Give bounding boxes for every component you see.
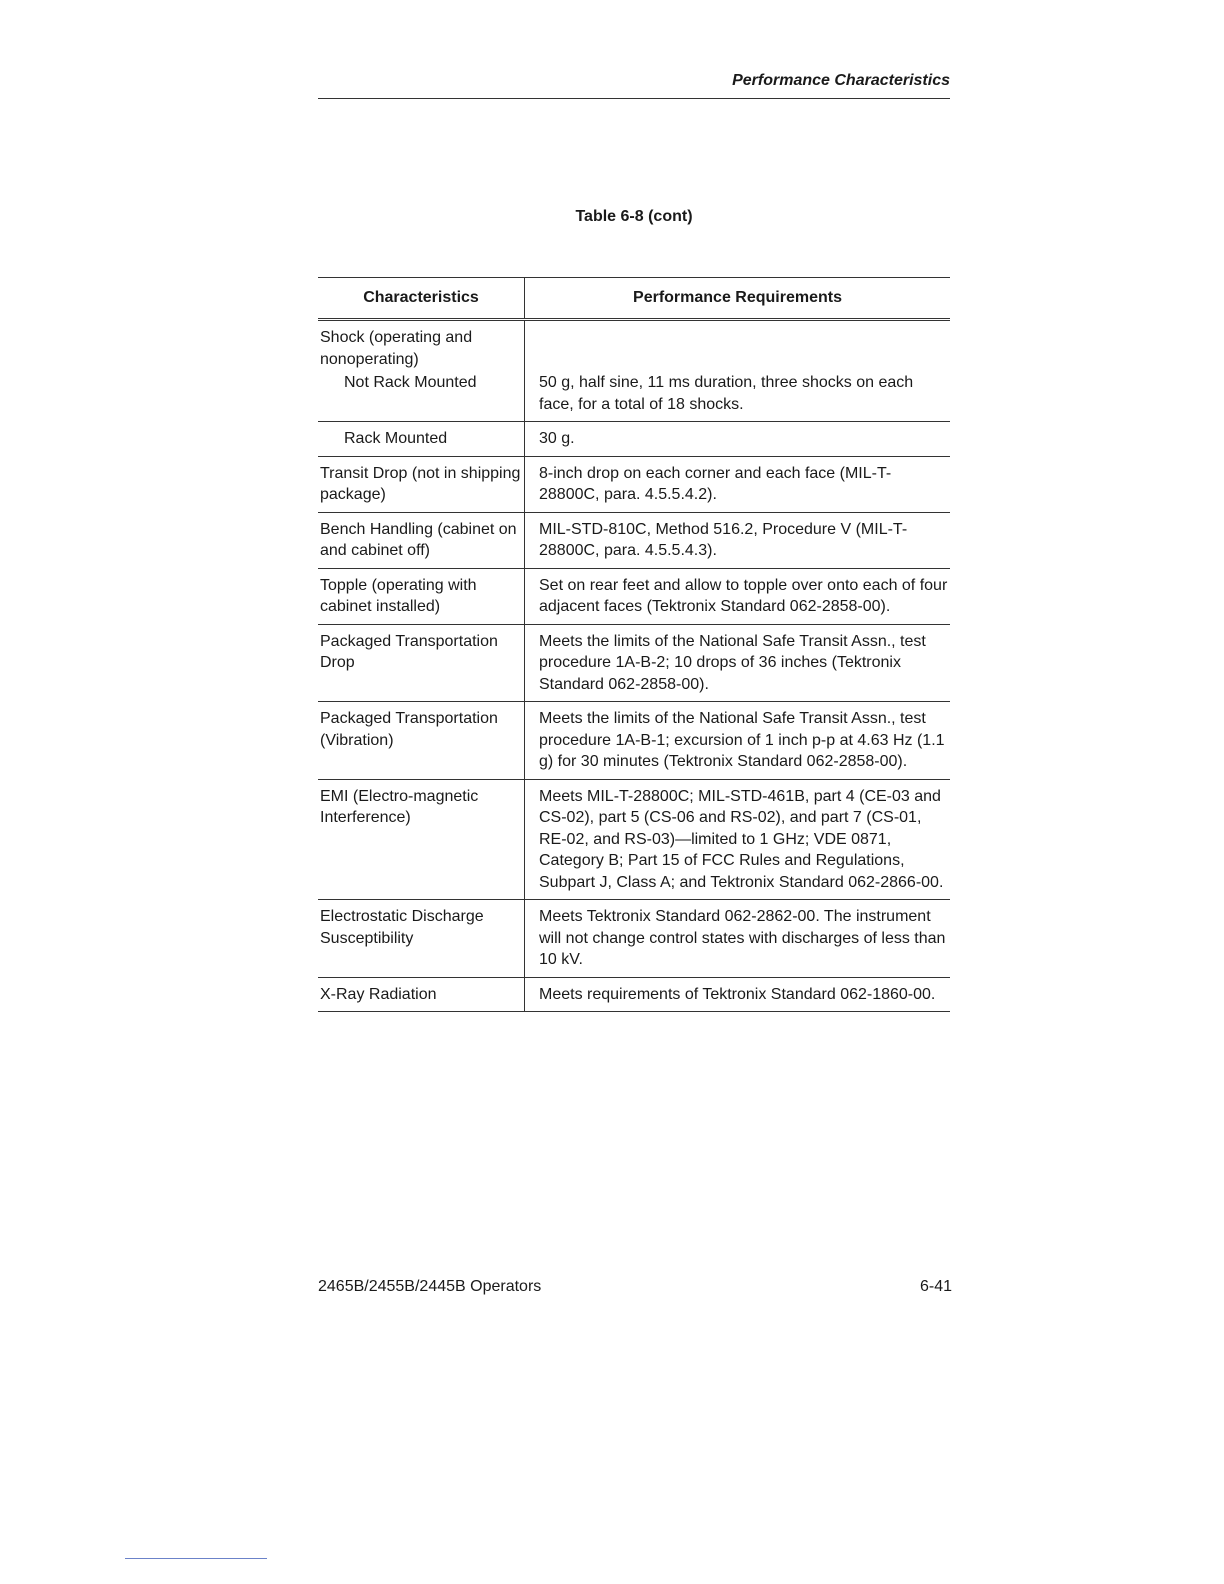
table-row xyxy=(318,977,950,1012)
requirement-cell: Meets MIL-T-28800C; MIL-STD-461B, part 4 (CE-03 and CS-02), part 5 (CS-06 and RS-02), and part 7 (CS-01, RE-02, and RS-03)—limited to 1 GHz; VDE 0871, Category B; Part 15 of FCC Rules and Regulations, Subpart J, Class A; and Tektronix Standard 062-2866-00. xyxy=(525,779,951,900)
table-row xyxy=(318,568,950,624)
table-row xyxy=(318,456,950,512)
table-title: Table 6-8 (cont) xyxy=(575,208,693,225)
performance-table xyxy=(318,277,950,1012)
characteristic-cell: Not Rack Mounted xyxy=(344,374,477,391)
column-header-characteristics: Characteristics xyxy=(318,278,525,320)
requirement-cell: Meets Tektronix Standard 062-2862-00. The instrument will not change control states with discharges of less than 10 kV. xyxy=(525,900,951,978)
table-row xyxy=(318,370,950,422)
running-head: Performance Characteristics xyxy=(732,72,950,89)
characteristic-cell: Transit Drop (not in shipping package) xyxy=(318,456,525,512)
footer-manual-title: 2465B/2455B/2445B Operators xyxy=(318,1278,542,1295)
characteristic-cell: EMI (Electro-magnetic Interference) xyxy=(318,779,525,900)
requirement-cell: Set on rear feet and allow to topple over onto each of four adjacent faces (Tektronix Standard 062-2858-00). xyxy=(525,568,951,624)
characteristic-cell: X-Ray Radiation xyxy=(318,977,525,1012)
characteristic-cell: Packaged Transportation (Vibration) xyxy=(318,702,525,780)
column-header-requirements: Performance Requirements xyxy=(525,278,951,320)
requirement-cell: 8-inch drop on each corner and each face (MIL-T-28800C, para. 4.5.5.4.2). xyxy=(525,456,951,512)
requirement-cell: 50 g, half sine, 11 ms duration, three shocks on each face, for a total of 18 shocks. xyxy=(525,370,951,422)
table-row xyxy=(318,422,950,457)
requirement-cell: MIL-STD-810C, Method 516.2, Procedure V (MIL-T-28800C, para. 4.5.5.4.3). xyxy=(525,512,951,568)
requirement-cell: Meets the limits of the National Safe Transit Assn., test procedure 1A-B-1; excursion of 1 inch p-p at 4.63 Hz (1.1 g) for 30 minutes (Tektronix Standard 062-2858-00). xyxy=(525,702,951,780)
footer-page-number: 6-41 xyxy=(919,1278,952,1295)
table-row xyxy=(318,320,950,371)
header-rule xyxy=(318,98,950,99)
requirement-cell: Meets the limits of the National Safe Transit Assn., test procedure 1A-B-2; 10 drops of 36 inches (Tektronix Standard 062-2858-00). xyxy=(525,624,951,702)
table-header-row xyxy=(318,278,950,320)
scan-artifact-line xyxy=(125,1558,267,1559)
characteristic-cell: Shock (operating and nonoperating) xyxy=(320,329,473,368)
requirement-cell: Meets requirements of Tektronix Standard 062-1860-00. xyxy=(525,977,951,1012)
table-row xyxy=(318,779,950,900)
characteristic-cell: Packaged Transportation Drop xyxy=(318,624,525,702)
characteristic-cell: Electrostatic Discharge Susceptibility xyxy=(318,900,525,978)
table-row xyxy=(318,624,950,702)
characteristic-cell: Bench Handling (cabinet on and cabinet off) xyxy=(318,512,525,568)
table-row xyxy=(318,512,950,568)
requirement-cell: 30 g. xyxy=(525,422,951,457)
characteristic-cell: Topple (operating with cabinet installed) xyxy=(318,568,525,624)
table-row xyxy=(318,900,950,978)
table-row xyxy=(318,702,950,780)
requirement-cell xyxy=(525,320,951,371)
characteristic-cell: Rack Mounted xyxy=(344,430,448,447)
